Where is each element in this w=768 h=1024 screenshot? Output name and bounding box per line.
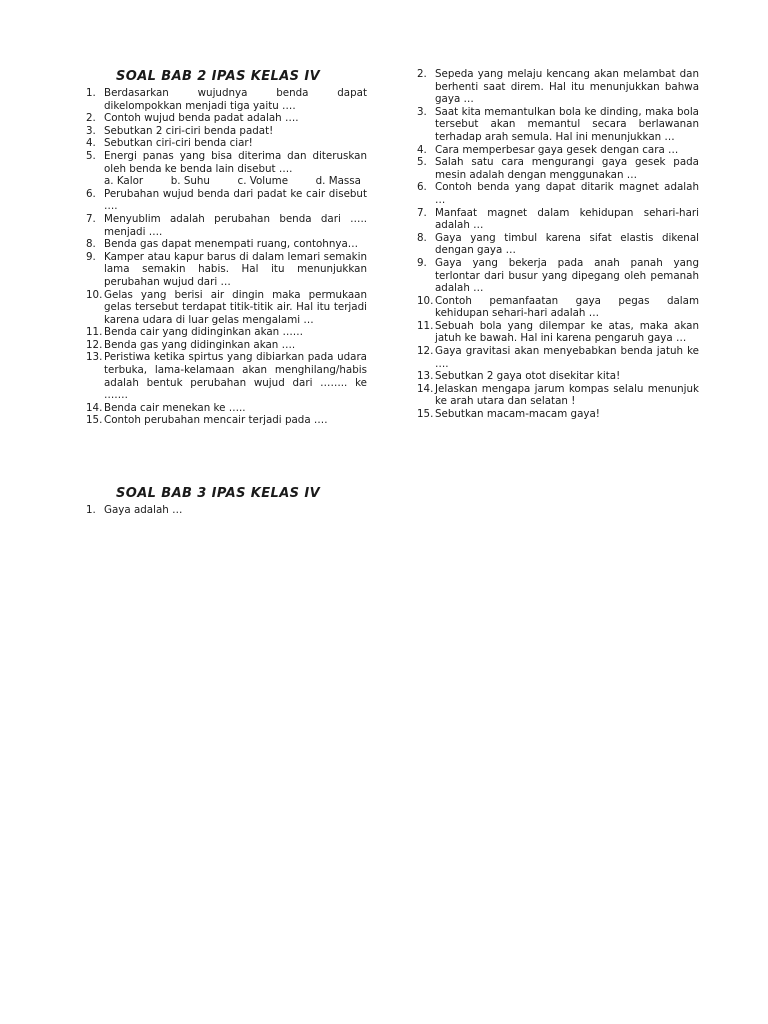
list-item: 10. Contoh pemanfaatan gaya pegas dalam kehidupan sehari-hari adalah … <box>417 294 699 320</box>
list-item: 6. Contoh benda yang dapat ditarik magnet adalah … <box>417 181 699 206</box>
list-item: 8. Benda gas dapat menempati ruang, contohnya… <box>86 238 359 251</box>
list-item: 15. Contoh perubahan mencair terjadi pada …. <box>86 414 328 427</box>
list-item: 3. Sebutkan 2 ciri-ciri benda padat! <box>86 124 274 137</box>
list-item: 5. Energi panas yang bisa diterima dan diteruskan oleh benda ke benda lain disebut …. a. Kalor b. Suhu c. Volume d. Massa <box>86 149 367 188</box>
option-a: a. Kalor <box>104 175 144 188</box>
list-item: 2. Contoh wujud benda padat adalah …. <box>86 112 299 125</box>
bab2-right-section <box>417 68 699 421</box>
list-item: 13. Peristiwa ketika spirtus yang dibiarkan pada udara terbuka, lama-kelamaan akan menghilang/habis adalah bentuk perubahan wujud dari …….. ke ……. <box>86 351 367 402</box>
list-item: 14. Benda cair menekan ke ….. <box>86 401 246 414</box>
bab2-section <box>86 68 367 427</box>
option-b: b. Suhu <box>170 175 210 188</box>
list-item: 9. Gaya yang bekerja pada anah panah yang terlontar dari busur yang dipegang oleh pemanah adalah … <box>417 256 699 295</box>
list-item: 5. Salah satu cara mengurangi gaya gesek pada mesin adalah dengan menggunakan … <box>417 156 699 181</box>
option-c: c. Volume <box>237 175 289 188</box>
list-item: 2. Sepeda yang melaju kencang akan melambat dan berhenti saat direm. Hal itu menunjukkan bahwa gaya … <box>417 68 699 106</box>
item-text: Energi panas yang bisa diterima dan diteruskan oleh benda ke benda lain disebut …. <box>104 149 367 175</box>
list-item: 3. Saat kita memantulkan bola ke dinding, maka bola tersebut akan memantul secara berlawanan terhadap arah semula. Hal ini menunjukkan … <box>417 105 699 143</box>
bab3-title: SOAL BAB 3 IPAS KELAS IV <box>116 486 321 501</box>
list-item: 15. Sebutkan macam-macam gaya! <box>417 408 600 421</box>
list-item: 8. Gaya yang timbul karena sifat elastis dikenal dengan gaya … <box>417 231 699 257</box>
list-item: 11. Benda cair yang didinginkan akan …… <box>86 326 304 339</box>
list-item: 11. Sebuah bola yang dilempar ke atas, maka akan jatuh ke bawah. Hal ini karena pengaruh gaya … <box>417 319 699 345</box>
option-d: d. Massa <box>315 175 361 188</box>
bab3-section <box>86 485 367 517</box>
bab2-title: SOAL BAB 2 IPAS KELAS IV <box>116 69 321 84</box>
list-item: 1. Gaya adalah … <box>86 504 183 516</box>
list-item: 1. Berdasarkan wujudnya benda dapat dikelompokkan menjadi tiga yaitu …. <box>86 87 367 112</box>
list-item: 10. Gelas yang berisi air dingin maka permukaan gelas tersebut terdapat titik-titik air. Hal itu terjadi karena udara di luar gelas mengalami … <box>86 288 367 326</box>
list-item: 4. Sebutkan ciri-ciri benda ciar! <box>86 137 253 150</box>
list-item: 7. Menyublim adalah perubahan benda dari ….. menjadi …. <box>86 212 367 238</box>
list-item: 14. Jelaskan mengapa jarum kompas selalu menunjuk ke arah utara dan selatan ! <box>417 382 699 408</box>
list-item: 6. Perubahan wujud benda dari padat ke cair disebut …. <box>86 187 367 213</box>
list-item: 12. Benda gas yang didinginkan akan …. <box>86 338 296 351</box>
list-item: 12. Gaya gravitasi akan menyebabkan benda jatuh ke …. <box>417 345 699 370</box>
list-item: 9. Kamper atau kapur barus di dalam lemari semakin lama semakin habis. Hal itu menunjukkan perubahan wujud dari … <box>86 250 367 288</box>
list-item: 4. Cara memperbesar gaya gesek dengan cara … <box>417 143 679 156</box>
list-item: 7. Manfaat magnet dalam kehidupan sehari-hari adalah … <box>417 206 699 232</box>
answer-options <box>104 175 367 188</box>
list-item: 13. Sebutkan 2 gaya otot disekitar kita! <box>417 370 621 383</box>
